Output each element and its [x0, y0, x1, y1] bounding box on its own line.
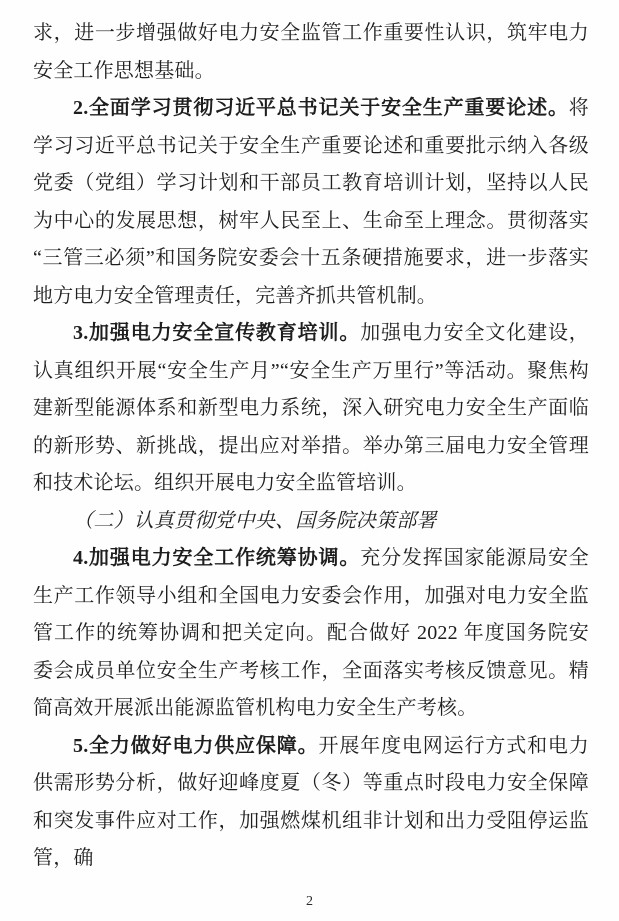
paragraph-item-5 [33, 728, 589, 878]
paragraph-text: 求，进一步增强做好电力安全监管工作重要性认识，筑牢电力安全工作思想基础。 [33, 22, 589, 82]
paragraph-item-4 [33, 540, 589, 728]
paragraph-heading: 2.全面学习贯彻习近平总书记关于安全生产重要论述。 [73, 97, 569, 119]
paragraph-item-3 [33, 315, 589, 503]
section-heading-text: （二）认真贯彻党中央、国务院决策部署 [73, 509, 437, 532]
paragraph-item-2 [33, 90, 589, 315]
paragraph-heading: 5.全力做好电力供应保障。 [73, 734, 319, 757]
paragraph-heading: 4.加强电力安全工作统筹协调。 [73, 547, 361, 569]
paragraph-text: 加强电力安全文化建设，认真组织开展“安全生产月”“安全生产万里行”等活动。聚焦构建新型能源体系和新型电力系统，深入研究电力安全生产面临的新形势、新挑战，提出应对举措。举办第三届电力安全管理和技术论坛。组织开展电力安全监管培训。 [33, 322, 590, 494]
paragraph-continuation [33, 15, 589, 90]
paragraph-text: 开展年度电网运行方式和电力供需形势分析，做好迎峰度夏（冬）等重点时段电力安全保障和突发事件应对工作，加强燃煤机组非计划和出力受阻停运监管，确 [33, 734, 589, 869]
paragraph-heading: 3.加强电力安全宣传教育培训。 [73, 322, 361, 344]
section-heading [33, 503, 589, 541]
page-number: 2 [306, 894, 313, 909]
paragraph-text: 充分发挥国家能源局安全生产工作领导小组和全国电力安委会作用，加强对电力安全监管工作的统筹协调和把关定向。配合做好 2022 年度国务院安委会成员单位安全生产考核工作，全面落实考核反馈意见。精简高效开展派出能源监管机构电力安全生产考核。 [33, 547, 590, 719]
document-body [33, 15, 589, 878]
paragraph-text: 将学习习近平总书记关于安全生产重要论述和重要批示纳入各级党委（党组）学习计划和干部员工教育培训计划，坚持以人民为中心的发展思想，树牢人民至上、生命至上理念。贯彻落实“三管三必须”和国务院安委会十五条硬措施要求，进一步落实地方电力安全管理责任，完善齐抓共管机制。 [33, 97, 589, 307]
